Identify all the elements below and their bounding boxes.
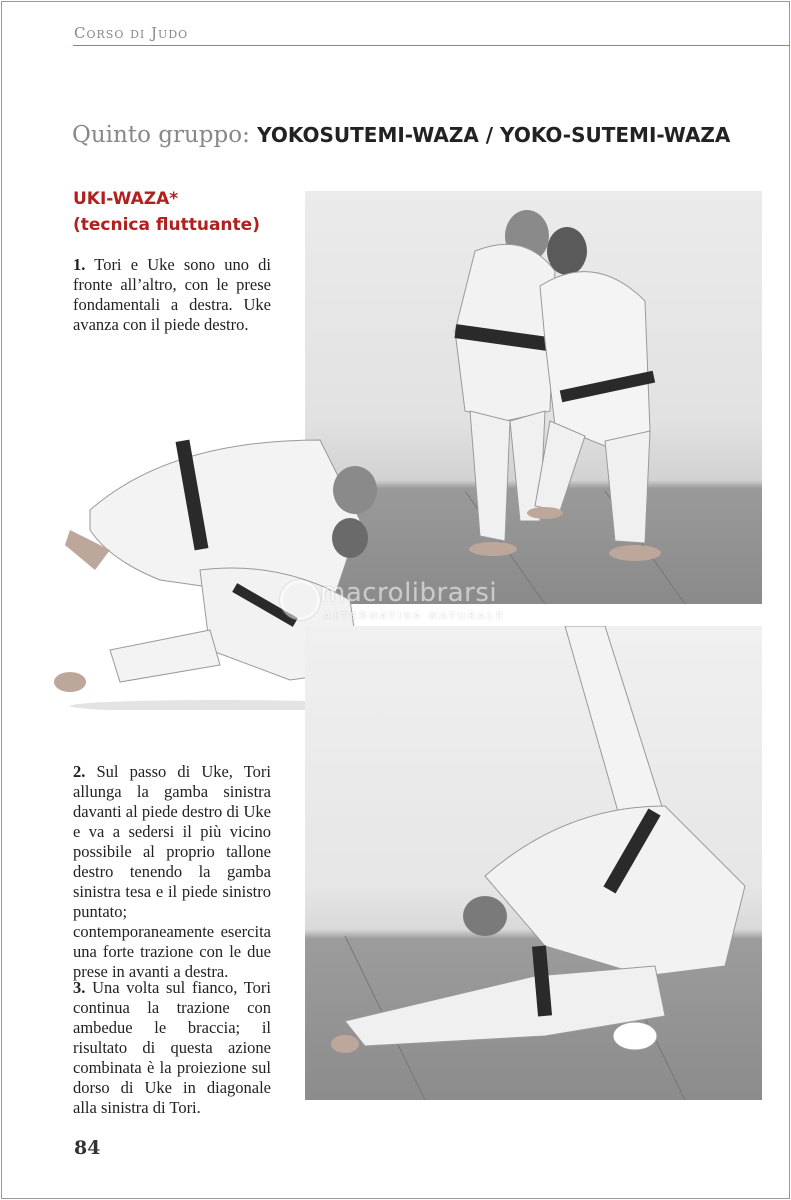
section-title [72, 122, 730, 148]
header-rule [73, 45, 790, 46]
section-lead: Quinto gruppo: [72, 122, 250, 148]
technique-heading [73, 186, 303, 238]
step-text: Una volta sul fianco, Tori continua la trazione con ambedue le braccia; il risultato di questa azione combinata è la proiezione sul dorso di Uke in diagonale alla sinistra di Tori. [73, 978, 272, 1117]
step-text: Tori e Uke sono uno di fronte all’altro, con le prese fondamentali a destra. Uke avanza con il piede destro. [73, 255, 272, 334]
step-number: 2. [73, 762, 86, 781]
photo-step-3 [305, 626, 762, 1100]
technique-name: UKI-WAZA* [73, 189, 179, 209]
step-number: 1. [73, 255, 86, 274]
watermark-tagline: ALTERNATIVA NATURALE [324, 611, 506, 622]
running-head: Corso di Judo [74, 24, 189, 42]
section-heading: YOKOSUTEMI-WAZA / YOKO-SUTEMI-WAZA [257, 123, 731, 147]
technique-subtitle: (tecnica fluttuante) [73, 215, 260, 235]
macrolibrarsi-logo-icon [280, 580, 320, 620]
step-number: 3. [73, 978, 86, 997]
watermark-brand: macrolibrarsi [320, 578, 498, 608]
watermark [250, 578, 550, 628]
step-1-paragraph [73, 255, 271, 335]
page-number: 84 [74, 1137, 101, 1159]
step-3-paragraph [73, 978, 271, 1118]
step-2-paragraph [73, 762, 271, 982]
step-text: Sul passo di Uke, Tori allunga la gamba sinistra davanti al piede destro di Uke e va a sedersi il più vicino possibile al proprio tallone destro tenendo la gamba sinistra tesa e il piede sinistro puntato; contemporaneamente esercita una forte trazione con le due prese in avanti a destra. [73, 762, 271, 981]
